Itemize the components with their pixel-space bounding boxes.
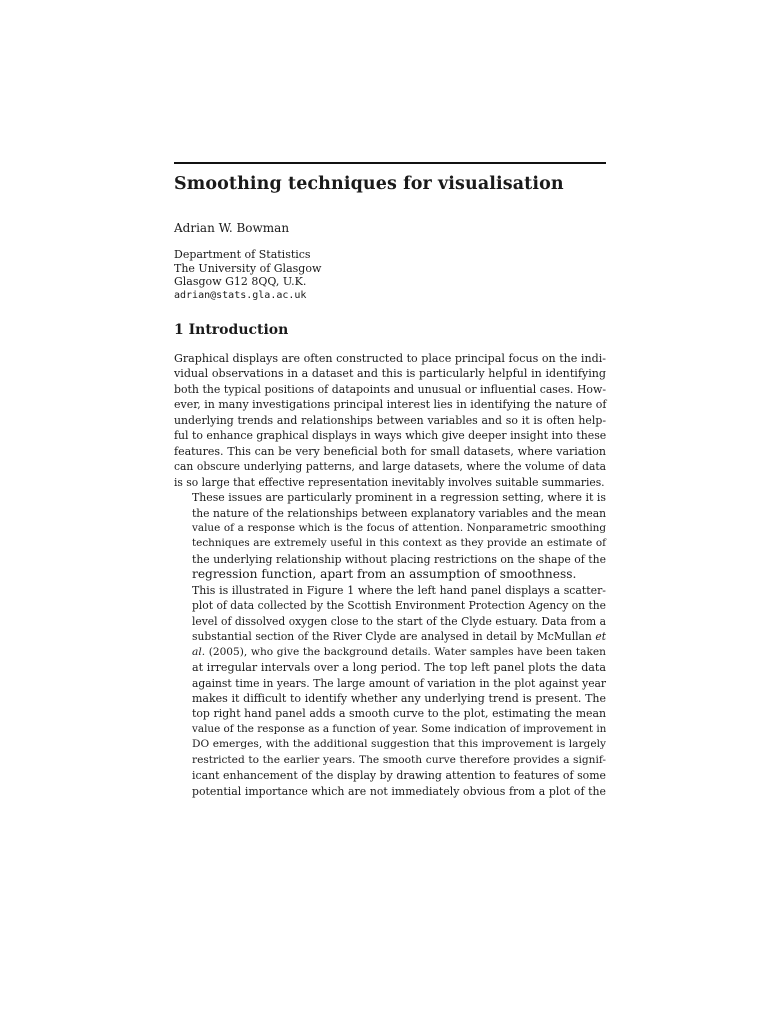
text-line: against time in years. The large amount of variation in the plot against year <box>192 676 606 690</box>
text-line: potential importance which are not immediately obvious from a plot of the <box>192 784 606 798</box>
text-line: techniques are extremely useful in this context as they provide an estimate of <box>192 537 606 550</box>
text-line: These issues are particularly prominent in a regression setting, where it is <box>192 491 606 505</box>
author-email[interactable]: adrian@stats.gla.ac.uk <box>174 289 307 301</box>
text-line: restricted to the earlier years. The smooth curve therefore provides a signif- <box>192 753 606 766</box>
affiliation-block <box>174 248 321 302</box>
text-line: level of dissolved oxygen close to the start of the Clyde estuary. Data from a <box>192 614 606 628</box>
section-heading: 1 Introduction <box>174 322 289 338</box>
text-line: Graphical displays are often constructed to place principal focus on the indi- <box>174 352 606 365</box>
text-line: underlying trends and relationships between variables and so it is often help- <box>174 413 606 427</box>
text-line: both the typical positions of datapoints and unusual or influential cases. How- <box>174 382 606 396</box>
title-rule <box>174 162 606 164</box>
affiliation-university: The University of Glasgow <box>174 261 322 275</box>
text-line: This is illustrated in Figure 1 where the left hand panel displays a scatter- <box>192 583 606 597</box>
paragraph-3 <box>174 583 606 799</box>
text-line: plot of data collected by the Scottish Environment Protection Agency on the <box>192 599 606 613</box>
text-line: can obscure underlying patterns, and large datasets, where the volume of data <box>174 460 606 474</box>
text-line: ful to enhance graphical displays in ways which give deeper insight into these <box>174 429 607 443</box>
text-line: al. (2005), who give the background details. Water samples have been taken <box>192 645 606 658</box>
affiliation-address: Glasgow G12 8QQ, U.K. <box>174 275 307 288</box>
text-line: features. This can be very beneficial both for small datasets, where variation <box>174 444 606 458</box>
paragraph-2 <box>174 490 606 583</box>
text-line: at irregular intervals over a long period. The top left panel plots the data <box>192 661 606 675</box>
text-line: regression function, apart from an assumption of smoothness. <box>192 567 577 582</box>
paper-title: Smoothing techniques for visualisation <box>174 174 564 194</box>
text-line: makes it difficult to identify whether any underlying trend is present. The <box>192 691 606 705</box>
text-line: vidual observations in a dataset and this is particularly helpful in identifying <box>174 367 606 381</box>
text-line: DO emerges, with the additional suggestion that this improvement is largely <box>192 738 606 751</box>
paragraph-1 <box>174 351 606 490</box>
affiliation-department: Department of Statistics <box>174 248 311 261</box>
text-line: value of a response which is the focus of attention. Nonparametric smoothing <box>192 521 606 534</box>
text-line: icant enhancement of the display by drawing attention to features of some <box>192 769 606 783</box>
text-line: substantial section of the River Clyde are analysed in detail by McMullan et <box>192 630 606 644</box>
text-line: ever, in many investigations principal interest lies in identifying the nature of <box>174 398 607 412</box>
body-text <box>174 351 606 799</box>
text-line: value of the response as a function of year. Some indication of improvement in <box>192 722 607 735</box>
text-line: the nature of the relationships between explanatory variables and the mean <box>192 506 606 520</box>
text-line: the underlying relationship without placing restrictions on the shape of the <box>192 552 606 566</box>
author-name: Adrian W. Bowman <box>174 221 290 235</box>
text-line: top right hand panel adds a smooth curve to the plot, estimating the mean <box>192 707 606 721</box>
text-line: is so large that effective representation inevitably involves suitable summaries. <box>174 475 605 489</box>
